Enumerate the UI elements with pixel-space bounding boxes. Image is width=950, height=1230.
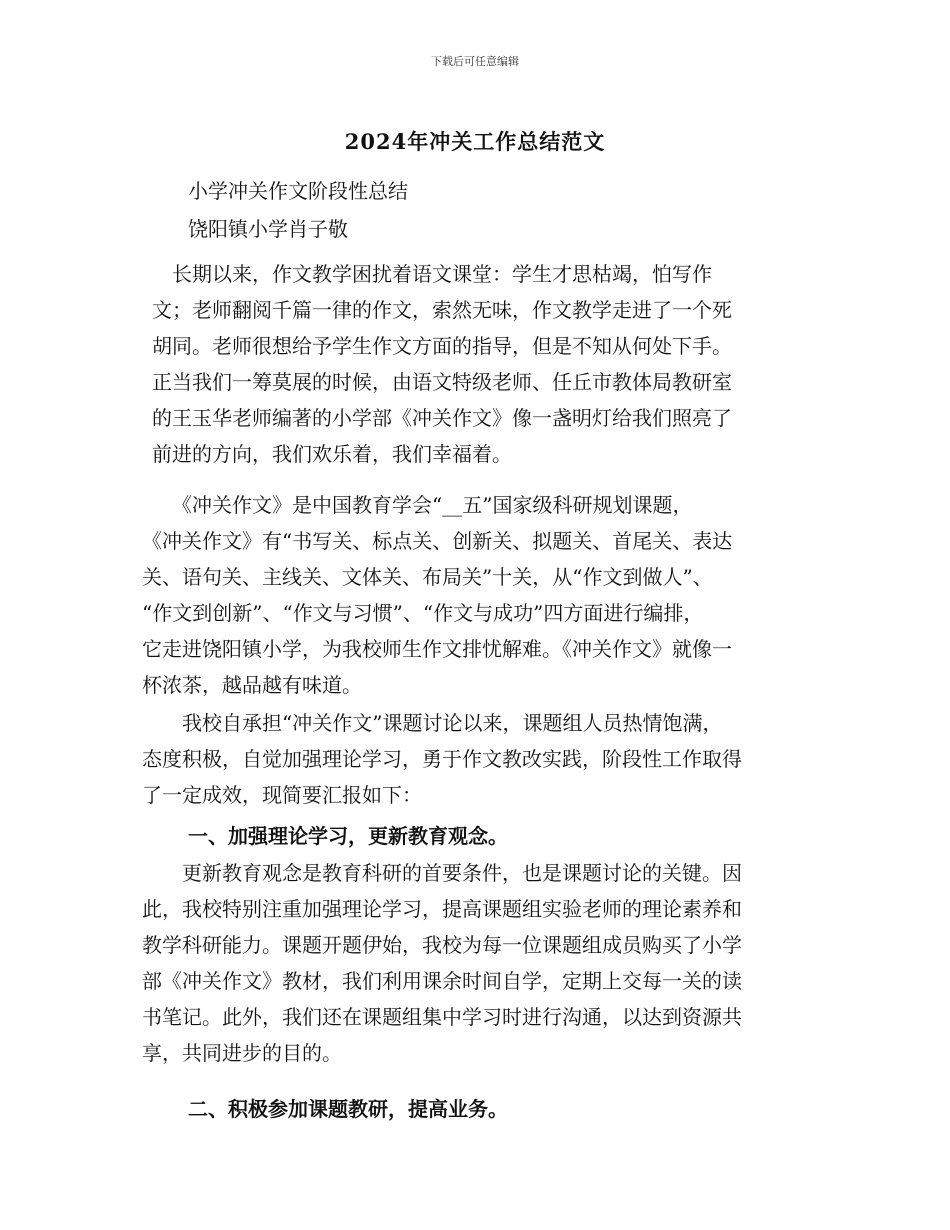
paragraph-line: 的王玉华老师编著的小学部《冲关作文》像一盏明灯给我们照亮了	[152, 406, 732, 430]
paragraph-report	[142, 705, 832, 813]
paragraph-chongguan	[142, 487, 832, 703]
paragraph-line: 它走进饶阳镇小学，为我校师生作文排忧解难。《冲关作文》就像一	[142, 637, 732, 661]
paragraph-line: 正当我们一筹莫展的时候，由语文特级老师、任丘市教体局教研室	[152, 370, 732, 394]
paragraph-line: 了一定成效，现简要汇报如下：	[142, 783, 422, 807]
paragraph-line: 关、语句关、主线关、文体关、布局关”十关，从“作文到做人”、	[142, 565, 713, 589]
subtitle: 小学冲关作文阶段性总结	[188, 179, 408, 203]
paragraph-line: 态度积极，自觉加强理论学习，勇于作文教改实践，阶段性工作取得	[142, 747, 742, 771]
section-heading-1: 一、加强理论学习，更新教育观念。	[188, 824, 508, 848]
paragraph-line: “作文到创新”、“作文与习惯”、“作文与成功”四方面进行编排，	[142, 601, 704, 625]
paragraph-line: 《冲关作文》是中国教育学会“__五”国家级科研规划课题，	[142, 493, 693, 517]
author-line: 饶阳镇小学肖子敬	[188, 217, 348, 241]
paragraph-line: 文；老师翻阅千篇一律的作文，索然无味，作文教学走进了一个死	[152, 298, 732, 322]
paragraph-line: 长期以来，作文教学困扰着语文课堂：学生才思枯竭，怕写作	[152, 262, 712, 286]
paragraph-line: 《冲关作文》有“书写关、标点关、创新关、拟题关、首尾关、表达	[142, 529, 733, 553]
paragraph-line: 教学科研能力。课题开题伊始，我校为每一位课题组成员购买了小学	[142, 933, 742, 957]
paragraph-line: 此，我校特别注重加强理论学习，提高课题组实验老师的理论素养和	[142, 897, 742, 921]
paragraph-line: 胡同。老师很想给予学生作文方面的指导，但是不知从何处下手。	[152, 334, 732, 358]
paragraph-line: 更新教育观念是教育科研的首要条件，也是课题讨论的关键。因	[142, 861, 742, 885]
page-header: 下载后可任意编辑	[431, 55, 519, 68]
document-title: 2024年冲关工作总结范文	[344, 129, 606, 154]
paragraph-line: 部《冲关作文》教材，我们利用课余时间自学，定期上交每一关的读	[142, 969, 742, 993]
paragraph-line: 前进的方向，我们欢乐着，我们幸福着。	[152, 442, 512, 466]
paragraph-line: 我校自承担“冲关作文”课题讨论以来，课题组人员热情饱满，	[142, 711, 723, 735]
section-heading-2: 二、积极参加课题教研，提高业务。	[188, 1097, 508, 1121]
paragraph-line: 享，共同进步的目的。	[142, 1041, 342, 1065]
paragraph-intro	[152, 256, 842, 472]
paragraph-line: 杯浓茶，越品越有味道。	[142, 673, 362, 697]
paragraph-line: 书笔记。此外，我们还在课题组集中学习时进行沟通，以达到资源共	[142, 1005, 742, 1029]
paragraph-section-1	[142, 855, 832, 1071]
